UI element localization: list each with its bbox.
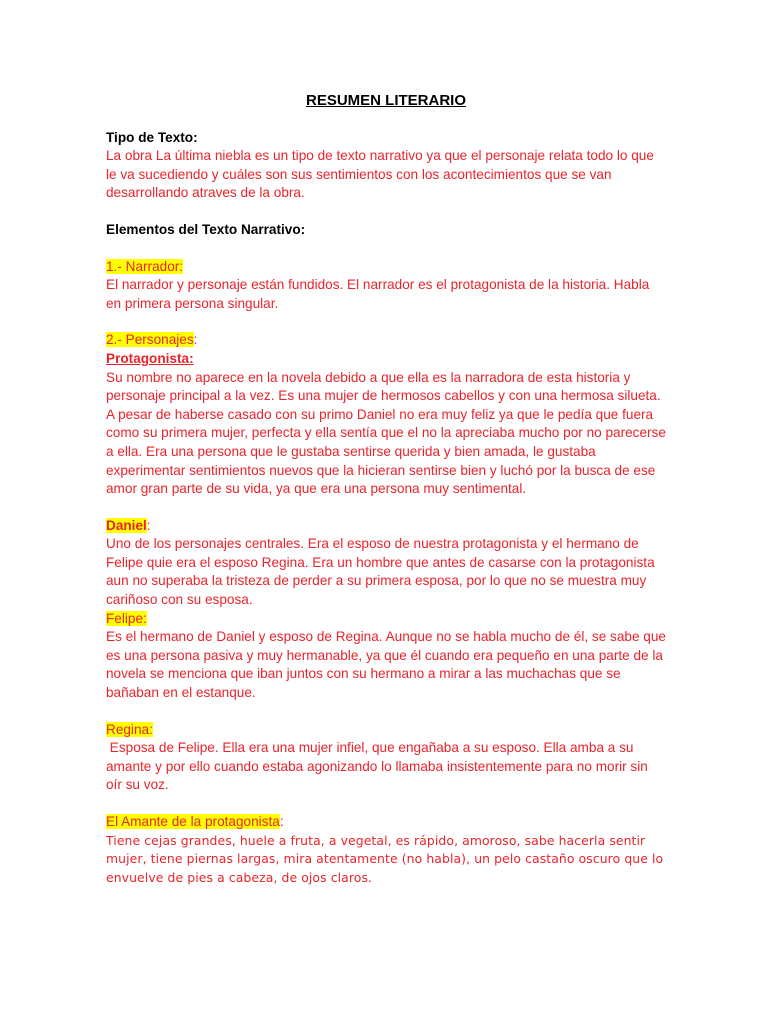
amante-label-line [106,813,666,832]
personajes-label: 2.- Personajes [106,332,194,348]
document-title: RESUMEN LITERARIO [305,92,466,109]
document-page [106,92,666,905]
protagonista-label: Protagonista: [106,350,194,366]
protagonista-body: Su nombre no aparece en la novela debido a que ella es la narradora de esta historia y personaje principal a la vez. Es una mujer de hermosos cabellos y con una hermosa silueta. A pesar de haberse casado con su primo Daniel no era muy feliz ya que le pedía que fuera como su primera mujer, perfecta y ella sentía que el no la apreciaba mucho por no parecerse a ella. Era una persona que le gustaba sentirse querida y bien amada, le gustaba experimentar sentimientos nuevos que la hicieran sentirse bien y luchó por la busca de ese amor gran parte de su vida, ya que era una persona muy sentimental. [106,369,666,497]
amante-body: Tiene cejas grandes, huele a fruta, a vegetal, es rápido, amoroso, sabe hacerla sentir mujer, tiene piernas largas, mira atentamente (no habla), un pelo castaño oscuro que lo envuelve de pies a cabeza, de ojos claros. [106,832,664,885]
section-elementos [106,221,666,240]
elementos-heading: Elementos del Texto Narrativo: [106,221,306,237]
daniel-body: Uno de los personajes centrales. Era el esposo de nuestra protagonista y el hermano de Felipe quie era el esposo Regina. Era un hombre que antes de casarse con la protagonista aun no superaba la tristeza de perder a su primera esposa, por lo que no se muestra muy cariñoso con su esposa. [106,536,655,608]
section-felipe [106,610,666,703]
felipe-body: Es el hermano de Daniel y esposo de Regina. Aunque no se habla mucho de él, se sabe que es una persona pasiva y muy hermanable, ya que él cuando era pequeño en una parte de la novela se menciona que iban juntos con su hermano a mirar a las muchachas que se bañaban en el estanque. [106,629,666,701]
felipe-label: Felipe: [106,610,147,626]
personajes-colon: : [193,332,198,348]
personajes-label-line [106,331,666,350]
narrador-body: El narrador y personaje están fundidos. El narrador es el protagonista de la historia. Habla en primera persona singular. [106,277,650,311]
section-narrador [106,258,666,314]
regina-label-line [106,721,666,740]
tipo-texto-heading: Tipo de Texto: [106,129,198,145]
tipo-texto-body: La obra La última niebla es un tipo de texto narrativo ya que el personaje relata todo lo que le va sucediendo y cuáles son sus sentimientos con los acontecimientos que se van desarrollando atraves de la obra. [106,148,654,201]
narrador-label-line [106,258,666,277]
narrador-label: 1.- Narrador: [106,258,184,274]
daniel-colon: : [146,517,151,533]
section-regina [106,721,666,795]
daniel-label-line [106,517,666,536]
daniel-label: Daniel [106,517,147,533]
amante-colon: : [279,814,284,829]
amante-label: El Amante de la protagonista [106,814,280,829]
protagonista-label-line [106,350,666,369]
regina-body: Esposa de Felipe. Ella era una mujer infiel, que engañaba a su esposo. Ella amba a su amante y por ello cuando estaba agonizando lo llamaba insistentemente para no morir sin oír su voz. [106,740,652,793]
section-personajes [106,331,666,498]
felipe-label-line [106,610,666,629]
section-daniel [106,517,666,610]
section-tipo-texto [106,129,666,203]
regina-label: Regina: [106,721,153,737]
section-amante [106,813,666,887]
